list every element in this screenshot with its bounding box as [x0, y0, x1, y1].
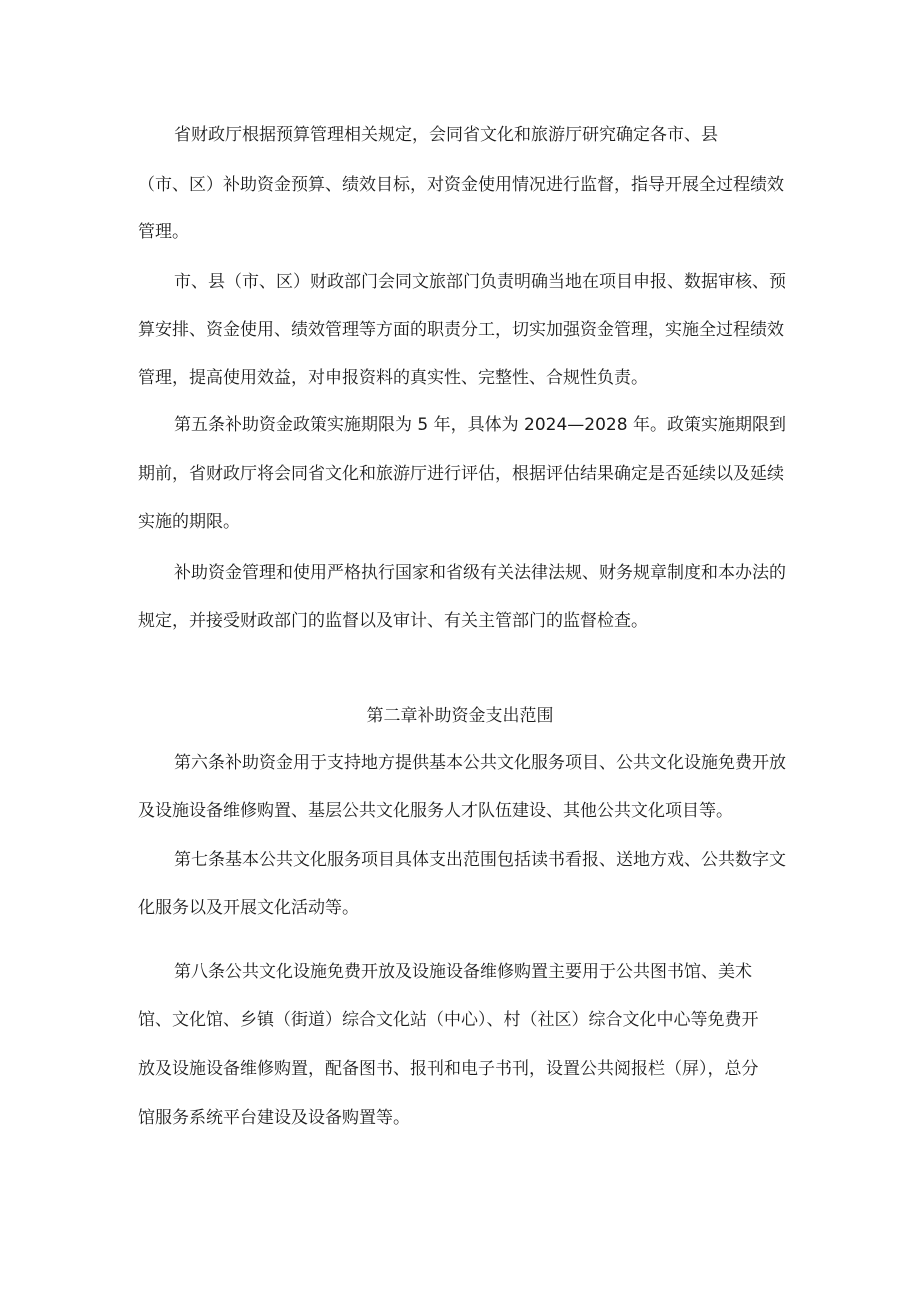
- text-line: 第七条基本公共文化服务项目具体支出范围包括读书看报、送地方戏、公共数字文: [174, 850, 786, 870]
- text-line: （市、区）补助资金预算、绩效目标，对资金使用情况进行监督，指导开展全过程绩效: [138, 175, 784, 195]
- text-line: 第八条公共文化设施免费开放及设施设备维修购置主要用于公共图书馆、美术: [174, 962, 752, 982]
- text-line: 管理。: [138, 222, 189, 242]
- text-line: 化服务以及开展文化活动等。: [138, 898, 359, 918]
- text-line: 第六条补助资金用于支持地方提供基本公共文化服务项目、公共文化设施免费开放: [174, 753, 786, 773]
- text-line: 第五条补助资金政策实施期限为 5 年，具体为 2024—2028 年。政策实施期限到: [174, 415, 786, 435]
- text-line: 管理，提高使用效益，对申报资料的真实性、完整性、合规性负责。: [138, 368, 648, 388]
- text-line: 馆服务系统平台建设及设备购置等。: [138, 1108, 410, 1128]
- text-line: 放及设施设备维修购置，配备图书、报刊和电子书刊，设置公共阅报栏（屏），总分: [138, 1059, 759, 1079]
- text-line: 补助资金管理和使用严格执行国家和省级有关法律法规、财务规章制度和本办法的: [174, 563, 786, 583]
- text-line: 省财政厅根据预算管理相关规定，会同省文化和旅游厅研究确定各市、县: [174, 125, 718, 145]
- text-line: 期前，省财政厅将会同省文化和旅游厅进行评估，根据评估结果确定是否延续以及延续: [138, 464, 784, 484]
- text-line: 馆、文化馆、乡镇（街道）综合文化站（中心）、村（社区）综合文化中心等免费开: [138, 1010, 759, 1030]
- text-line: 市、县（市、区）财政部门会同文旅部门负责明确当地在项目申报、数据审核、预: [174, 272, 786, 292]
- text-line: 及设施设备维修购置、基层公共文化服务人才队伍建设、其他公共文化项目等。: [138, 801, 733, 821]
- text-line: 实施的期限。: [138, 512, 240, 532]
- chapter-heading: 第二章补助资金支出范围: [366, 706, 554, 726]
- text-line: 规定，并接受财政部门的监督以及审计、有关主管部门的监督检查。: [138, 611, 648, 631]
- text-line: 算安排、资金使用、绩效管理等方面的职责分工，切实加强资金管理，实施全过程绩效: [138, 320, 784, 340]
